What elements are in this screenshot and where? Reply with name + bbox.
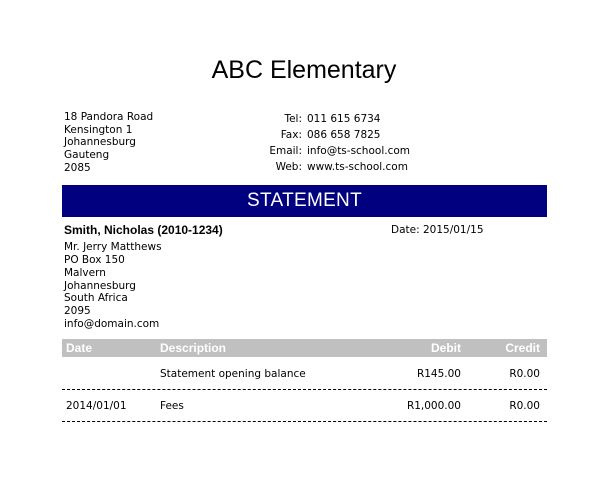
header-description: Description: [160, 341, 227, 355]
statement-date: [391, 223, 484, 237]
row-description: Statement opening balance: [160, 368, 306, 380]
contact-label: Web:: [275, 161, 302, 173]
recipient-line: PO Box 150: [64, 253, 125, 266]
contact-fax: [250, 127, 410, 143]
contact-email: [250, 143, 410, 159]
row-divider: [62, 389, 547, 390]
contact-value: 086 658 7825: [307, 129, 381, 141]
row-divider: [62, 421, 547, 422]
contact-tel: [250, 111, 410, 127]
recipient-line: 2095: [64, 305, 91, 318]
date-label: Date:: [391, 224, 420, 236]
table-row: [62, 366, 547, 382]
address-line: Johannesburg: [64, 136, 136, 149]
recipient-line: Mr. Jerry Matthews: [64, 241, 162, 253]
contact-label: Fax:: [280, 129, 302, 141]
recipient-line: South Africa: [64, 292, 128, 305]
school-name: ABC Elementary: [211, 56, 397, 84]
school-contact: [250, 111, 410, 175]
contact-value: 011 615 6734: [307, 113, 381, 125]
date-value: 2015/01/15: [422, 224, 484, 236]
header-date: Date: [66, 341, 93, 355]
contact-value: www.ts-school.com: [307, 161, 408, 173]
transactions-header: [62, 339, 547, 357]
contact-label: Tel:: [284, 113, 302, 125]
header-credit: Credit: [505, 341, 540, 355]
contact-web: [250, 159, 410, 175]
recipient-line: Malvern: [64, 266, 106, 279]
row-credit: R0.00: [509, 368, 540, 380]
row-credit: R0.00: [509, 400, 540, 412]
address-line: Gauteng: [64, 149, 110, 162]
address-line: Kensington 1: [64, 123, 133, 136]
table-row: [62, 398, 547, 414]
recipient-address: [64, 241, 162, 331]
address-line: 18 Pandora Road: [64, 111, 154, 123]
row-date: 2014/01/01: [66, 400, 127, 412]
contact-label: Email:: [269, 145, 302, 157]
row-debit: R145.00: [416, 368, 461, 380]
school-address: [64, 111, 153, 175]
statement-banner: STATEMENT: [62, 185, 547, 217]
contact-value: info@ts-school.com: [307, 145, 410, 157]
recipient-line: Johannesburg: [64, 279, 136, 292]
header-debit: Debit: [431, 341, 461, 355]
student-name: Smith, Nicholas (2010-1234): [64, 223, 223, 237]
address-line: 2085: [64, 161, 91, 174]
row-description: Fees: [160, 400, 184, 412]
row-debit: R1,000.00: [406, 400, 461, 412]
recipient-line: info@domain.com: [64, 318, 160, 331]
